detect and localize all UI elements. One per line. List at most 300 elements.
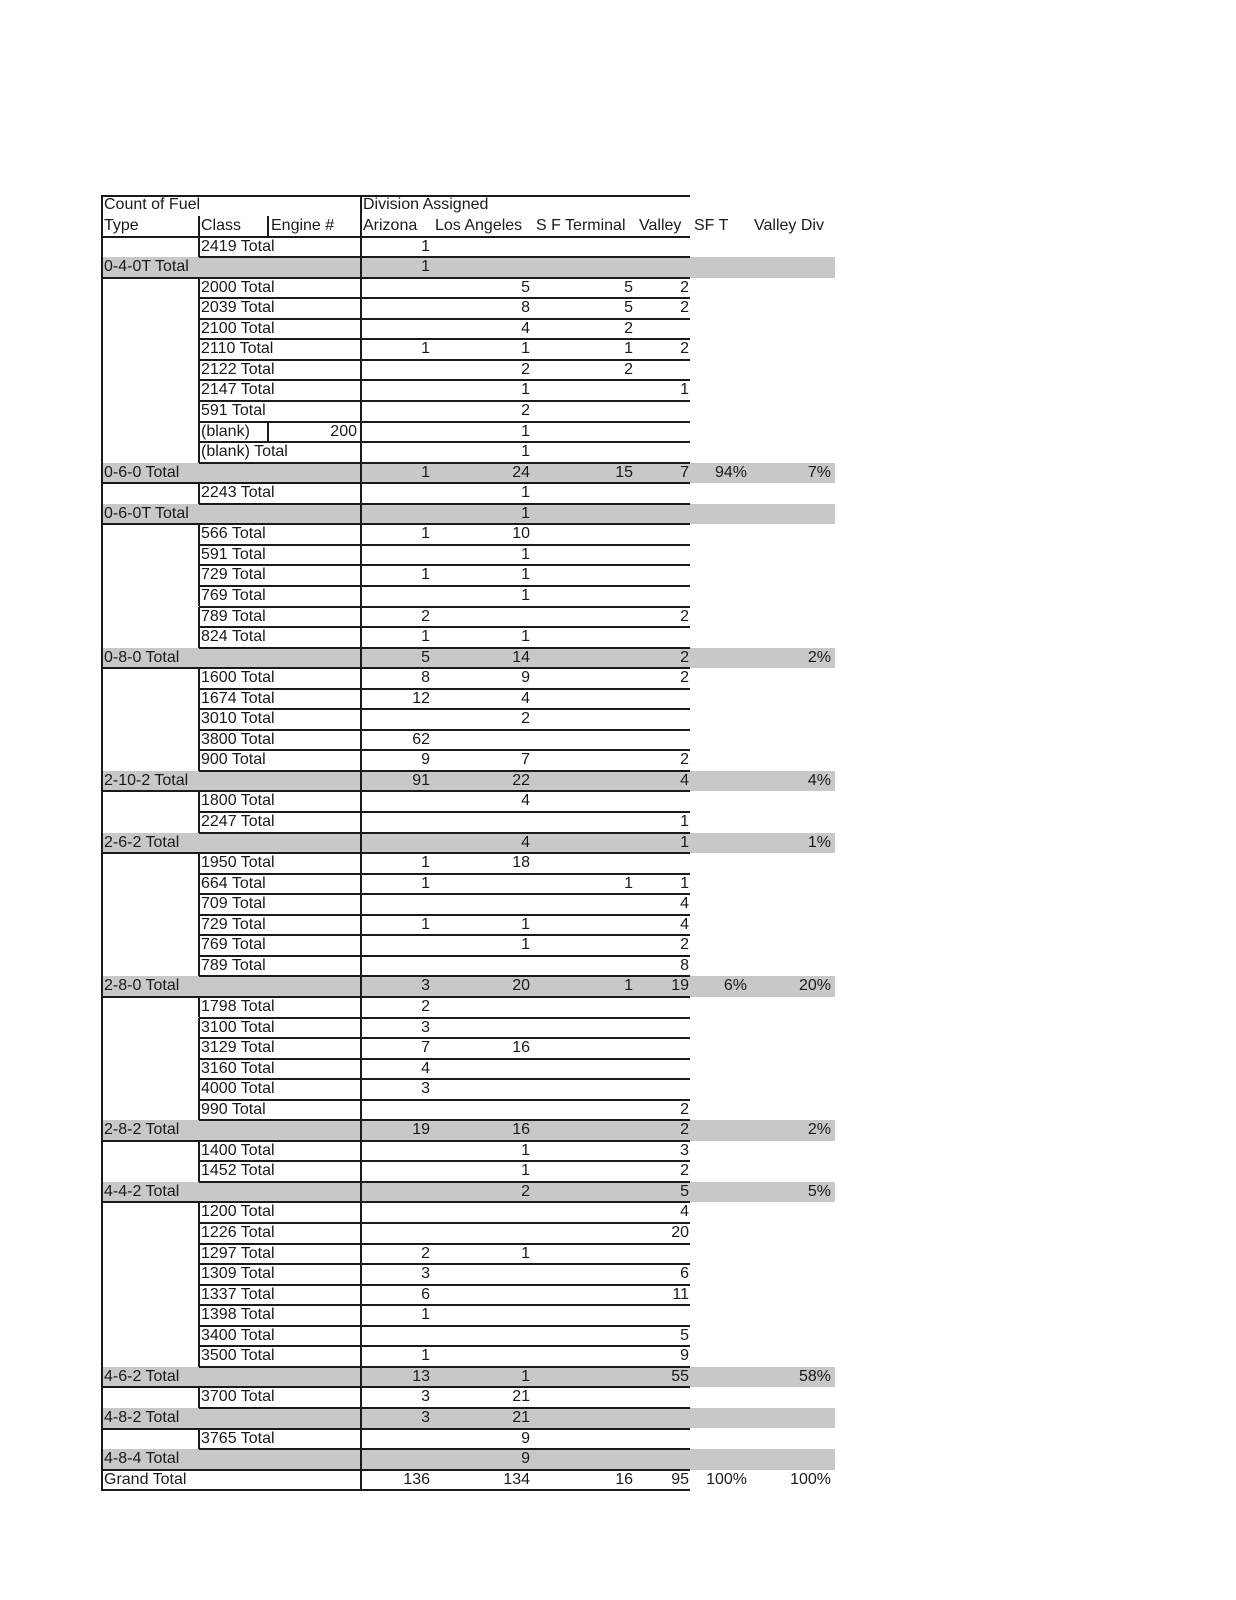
- value-valley: 5: [680, 1326, 689, 1344]
- type-total-row: [101, 833, 835, 854]
- table-row: [101, 709, 835, 730]
- class-label: 1600 Total: [201, 669, 275, 687]
- class-divider: [198, 607, 200, 628]
- value-valley: 4: [680, 771, 689, 789]
- value-la: 14: [512, 648, 530, 666]
- table-row: [101, 1141, 835, 1162]
- class-label: 709 Total: [201, 895, 266, 913]
- value-la: 1: [521, 936, 530, 954]
- class-label: 1400 Total: [201, 1141, 275, 1159]
- value-az: 1: [421, 340, 430, 358]
- type-label: 2-6-2 Total: [104, 833, 180, 851]
- count-label: Count of Fuel: [104, 196, 201, 213]
- row-rule: [101, 790, 690, 792]
- type-label: 2-8-2 Total: [104, 1121, 180, 1139]
- class-label: 1800 Total: [201, 792, 275, 810]
- type-total-row: [101, 1408, 835, 1429]
- table-row: [101, 874, 835, 895]
- value-sftpct: 100%: [706, 1470, 747, 1488]
- type-total-row: [101, 463, 835, 484]
- table-row: [101, 730, 835, 751]
- class-divider: [198, 1018, 200, 1039]
- row-rule: [199, 1181, 690, 1183]
- class-divider: [198, 894, 200, 915]
- type-label: Grand Total: [104, 1470, 187, 1488]
- row-rule: [199, 975, 690, 977]
- value-valley: 2: [680, 340, 689, 358]
- table-row: [101, 750, 835, 771]
- table-row: [101, 483, 835, 504]
- table-row: [101, 935, 835, 956]
- value-la: 134: [503, 1470, 530, 1488]
- type-total-row: [101, 648, 835, 669]
- type-total-row: [101, 1120, 835, 1141]
- value-la: 4: [521, 319, 530, 337]
- row-rule: [199, 256, 690, 258]
- row-rule: [199, 1325, 690, 1327]
- class-divider: [198, 791, 200, 812]
- value-az: 91: [412, 771, 430, 789]
- type-label: 4-8-4 Total: [104, 1450, 180, 1468]
- class-label: 2147 Total: [201, 381, 275, 399]
- value-valley: 2: [680, 669, 689, 687]
- table-row: [101, 1285, 835, 1306]
- value-la: 1: [521, 504, 530, 522]
- row-rule: [101, 996, 690, 998]
- value-az: 3: [421, 1408, 430, 1426]
- value-la: 21: [512, 1408, 530, 1426]
- class-label: 1398 Total: [201, 1306, 275, 1324]
- row-rule: [199, 503, 690, 505]
- class-label: 3500 Total: [201, 1347, 275, 1365]
- class-divider: [198, 997, 200, 1018]
- type-total-row: [101, 1367, 835, 1388]
- value-az: 1: [421, 258, 430, 276]
- row-rule: [199, 379, 690, 381]
- type-label: 0-6-0T Total: [104, 504, 189, 522]
- value-la: 22: [512, 771, 530, 789]
- class-divider: [198, 956, 200, 977]
- table-row: [101, 689, 835, 710]
- row-rule: [199, 1160, 690, 1162]
- class-divider: [198, 278, 200, 299]
- class-label: 729 Total: [201, 915, 266, 933]
- class-label: 729 Total: [201, 566, 266, 584]
- table-row: [101, 524, 835, 545]
- table-row: [101, 339, 835, 360]
- value-az: 6: [421, 1285, 430, 1303]
- value-sft: 5: [624, 299, 633, 317]
- value-valpct: 2%: [807, 648, 831, 666]
- value-az: 1: [421, 915, 430, 933]
- value-az: 13: [412, 1367, 430, 1385]
- value-sftpct: 94%: [714, 463, 747, 481]
- value-la: 18: [512, 854, 530, 872]
- row-rule: [101, 852, 690, 854]
- class-label: (blank): [201, 422, 250, 440]
- value-az: 1: [421, 566, 430, 584]
- table-row: [101, 1264, 835, 1285]
- value-az: 1: [421, 237, 430, 255]
- col-type: Type: [104, 216, 139, 234]
- col-sft-pct: SF T: [694, 216, 729, 234]
- row-rule: [199, 729, 690, 731]
- class-divider: [198, 1223, 200, 1244]
- value-la: 1: [521, 443, 530, 461]
- value-valpct: 7%: [807, 463, 831, 481]
- row-rule: [199, 934, 690, 936]
- value-la: 4: [521, 792, 530, 810]
- class-label: 1950 Total: [201, 854, 275, 872]
- class-label: 1297 Total: [201, 1244, 275, 1262]
- pivot-table: [101, 195, 835, 1492]
- class-label: 3129 Total: [201, 1039, 275, 1057]
- class-label: 664 Total: [201, 874, 266, 892]
- value-az: 2: [421, 1244, 430, 1262]
- col-valley: Valley: [639, 216, 682, 234]
- value-valley: 1: [680, 381, 689, 399]
- value-valley: 20: [671, 1224, 689, 1241]
- class-divider: [198, 1429, 200, 1450]
- table-row: [101, 997, 835, 1018]
- value-az: 1: [421, 854, 430, 872]
- class-divider: [198, 1100, 200, 1121]
- row-rule: [199, 338, 690, 340]
- table-row: [101, 1326, 835, 1347]
- value-valpct: 4%: [807, 771, 831, 789]
- col-class: Class: [201, 216, 242, 234]
- value-la: 1: [521, 1367, 530, 1385]
- table-row: [101, 565, 835, 586]
- value-az: 3: [421, 1018, 430, 1036]
- class-label: 1452 Total: [201, 1162, 275, 1180]
- class-divider: [198, 586, 200, 607]
- class-label: 789 Total: [201, 607, 266, 625]
- table-row: [101, 668, 835, 689]
- value-valley: 2: [680, 1121, 689, 1139]
- value-valley: 2: [680, 936, 689, 954]
- value-valley: 6: [680, 1265, 689, 1283]
- table-row: [101, 1018, 835, 1039]
- class-label: 1337 Total: [201, 1285, 275, 1303]
- value-valpct: 2%: [807, 1121, 831, 1139]
- class-divider: [198, 401, 200, 422]
- table-row: [101, 545, 835, 566]
- value-la: 16: [512, 1121, 530, 1139]
- value-la: 1: [521, 628, 530, 646]
- value-la: 5: [521, 278, 530, 296]
- value-az: 2: [421, 997, 430, 1015]
- value-sft: 1: [624, 874, 633, 892]
- row-rule: [199, 1448, 690, 1450]
- table-row: [101, 1100, 835, 1121]
- row-rule: [199, 1119, 690, 1121]
- table-row: [101, 360, 835, 381]
- table-row: [101, 442, 835, 463]
- value-valpct: 20%: [798, 977, 831, 995]
- table-row: [101, 380, 835, 401]
- table-row: [101, 1305, 835, 1326]
- value-la: 1: [521, 340, 530, 358]
- class-divider: [198, 298, 200, 319]
- col-engine: Engine #: [271, 216, 335, 234]
- class-divider: [198, 812, 200, 833]
- value-az: 12: [412, 689, 430, 707]
- value-valley: 8: [680, 956, 689, 974]
- value-valley: 4: [680, 895, 689, 913]
- class-label: 4000 Total: [201, 1080, 275, 1098]
- value-az: 1: [421, 1347, 430, 1365]
- class-divider: [198, 360, 200, 381]
- row-rule: [199, 1078, 690, 1080]
- value-valley: 19: [671, 977, 689, 995]
- table-row: [101, 1346, 835, 1367]
- value-az: 136: [403, 1470, 430, 1488]
- class-divider: [198, 237, 200, 258]
- row-rule: [101, 523, 690, 525]
- row-rule: [199, 1222, 690, 1224]
- class-divider: [198, 709, 200, 730]
- class-divider: [198, 668, 200, 689]
- row-rule: [199, 544, 690, 546]
- type-label: 2-10-2 Total: [104, 771, 189, 789]
- value-az: 5: [421, 648, 430, 666]
- class-label: 2122 Total: [201, 360, 275, 378]
- table-row: [101, 1038, 835, 1059]
- class-divider: [198, 216, 200, 237]
- class-label: 3160 Total: [201, 1059, 275, 1077]
- class-label: 824 Total: [201, 628, 266, 646]
- row-rule: [101, 277, 690, 279]
- value-valley: 2: [680, 751, 689, 769]
- row-rule: [199, 832, 690, 834]
- table-row: [101, 319, 835, 340]
- row-rule: [199, 955, 690, 957]
- class-divider: [198, 1038, 200, 1059]
- class-divider: [198, 730, 200, 751]
- row-rule: [199, 770, 690, 772]
- value-la: 21: [512, 1388, 530, 1406]
- class-label: 990 Total: [201, 1100, 266, 1118]
- class-divider: [198, 319, 200, 340]
- value-az: 4: [421, 1059, 430, 1077]
- row-rule: [199, 749, 690, 751]
- value-sft: 1: [624, 977, 633, 995]
- value-la: 1: [521, 484, 530, 502]
- class-divider: [198, 627, 200, 648]
- type-label: 4-8-2 Total: [104, 1408, 180, 1426]
- class-divider: [198, 1305, 200, 1326]
- class-label: 2110 Total: [201, 340, 274, 358]
- value-sft: 2: [624, 319, 633, 337]
- class-divider: [198, 524, 200, 545]
- row-rule: [199, 421, 690, 423]
- class-divider: [198, 1079, 200, 1100]
- grand-total-row: [101, 1470, 835, 1491]
- row-rule: [101, 1428, 690, 1430]
- value-la: 2: [521, 1182, 530, 1200]
- value-la: 9: [521, 1429, 530, 1447]
- value-la: 20: [512, 977, 530, 995]
- class-divider: [198, 1244, 200, 1265]
- value-la: 1: [521, 915, 530, 933]
- col-sf-terminal: S F Terminal: [536, 216, 626, 234]
- left-border: [101, 195, 103, 1490]
- class-label: 3010 Total: [201, 710, 275, 728]
- class-label: 566 Total: [201, 525, 266, 543]
- row-rule: [101, 1140, 690, 1142]
- header-rule: [101, 236, 690, 238]
- row-rule: [199, 811, 690, 813]
- row-rule: [199, 1017, 690, 1019]
- col-los-angeles: Los Angeles: [435, 216, 523, 234]
- value-az: 62: [412, 730, 430, 748]
- value-la: 8: [521, 299, 530, 317]
- table-row: [101, 1244, 835, 1265]
- row-rule: [199, 585, 690, 587]
- value-az: 3: [421, 1388, 430, 1406]
- row-rule: [199, 1243, 690, 1245]
- type-total-row: [101, 257, 835, 278]
- class-label: 3700 Total: [201, 1388, 275, 1406]
- value-valley: 2: [680, 607, 689, 625]
- table-row: [101, 915, 835, 936]
- table-row: [101, 1079, 835, 1100]
- class-label: 2100 Total: [201, 319, 275, 337]
- row-rule: [199, 1345, 690, 1347]
- values-divider: [360, 195, 362, 1490]
- row-rule: [199, 318, 690, 320]
- type-label: 4-4-2 Total: [104, 1182, 180, 1200]
- value-la: 2: [521, 360, 530, 378]
- value-az: 1: [421, 463, 430, 481]
- table-row: [101, 607, 835, 628]
- value-valley: 2: [680, 648, 689, 666]
- value-valley: 4: [680, 915, 689, 933]
- value-sft: 16: [615, 1470, 633, 1488]
- class-divider: [198, 750, 200, 771]
- row-rule: [199, 606, 690, 608]
- class-label: 2419 Total: [201, 237, 275, 255]
- engine-divider: [267, 216, 269, 237]
- type-label: 2-8-0 Total: [104, 977, 180, 995]
- col-arizona: Arizona: [363, 216, 418, 234]
- table-row: [101, 627, 835, 648]
- class-label: 1226 Total: [201, 1224, 275, 1241]
- value-valley: 95: [671, 1470, 689, 1488]
- type-label: 0-4-0T Total: [104, 258, 189, 276]
- value-az: 3: [421, 977, 430, 995]
- type-total-row: [101, 771, 835, 792]
- type-label: 4-6-2 Total: [104, 1367, 180, 1385]
- value-valley: 55: [671, 1367, 689, 1385]
- value-az: 3: [421, 1265, 430, 1283]
- value-la: 1: [521, 422, 530, 440]
- value-la: 1: [521, 566, 530, 584]
- class-divider: [198, 915, 200, 936]
- class-divider: [198, 1141, 200, 1162]
- type-label: 0-6-0 Total: [104, 463, 180, 481]
- class-divider: [198, 483, 200, 504]
- table-row: [101, 791, 835, 812]
- value-sft: 15: [615, 463, 633, 481]
- value-la: 16: [512, 1039, 530, 1057]
- value-valley: 4: [680, 1203, 689, 1221]
- class-label: 3100 Total: [201, 1018, 275, 1036]
- value-valpct: 58%: [798, 1367, 831, 1385]
- row-rule: [199, 1099, 690, 1101]
- value-la: 4: [521, 689, 530, 707]
- row-rule: [199, 1058, 690, 1060]
- value-la: 10: [512, 525, 530, 543]
- value-valley: 3: [680, 1141, 689, 1159]
- value-az: 3: [421, 1080, 430, 1098]
- table-row: [101, 1202, 835, 1223]
- table-row: [101, 1387, 835, 1408]
- table-row: [101, 422, 835, 443]
- value-valley: 9: [680, 1347, 689, 1365]
- value-sftpct: 6%: [723, 977, 747, 995]
- value-la: 2: [521, 402, 530, 419]
- value-la: 1: [521, 1244, 530, 1262]
- type-total-row: [101, 976, 835, 997]
- class-divider: [198, 1326, 200, 1347]
- division-label: Division Assigned: [363, 196, 489, 213]
- row-rule: [199, 873, 690, 875]
- row-rule: [199, 564, 690, 566]
- table-row: [101, 1429, 835, 1450]
- class-label: 900 Total: [201, 751, 266, 769]
- table-row: [101, 894, 835, 915]
- row-rule: [199, 400, 690, 402]
- row-rule: [199, 1037, 690, 1039]
- row-rule: [101, 1386, 690, 1388]
- value-valley: 1: [680, 833, 689, 851]
- value-la: 1: [521, 586, 530, 604]
- value-la: 1: [521, 1162, 530, 1180]
- type-total-row: [101, 1182, 835, 1203]
- class-label: (blank) Total: [201, 443, 288, 461]
- class-divider: [198, 1161, 200, 1182]
- table-row: [101, 1223, 835, 1244]
- value-sft: 5: [624, 278, 633, 296]
- value-valley: 11: [672, 1285, 689, 1303]
- col-valley-div: Valley Div: [754, 216, 824, 234]
- value-az: 19: [412, 1121, 430, 1139]
- row-rule: [101, 1489, 690, 1491]
- value-la: 1: [521, 381, 530, 399]
- value-la: 24: [512, 463, 530, 481]
- value-az: 8: [421, 669, 430, 687]
- row-rule: [199, 708, 690, 710]
- row-rule: [199, 441, 690, 443]
- table-row: [101, 853, 835, 874]
- class-label: 2039 Total: [201, 299, 275, 317]
- row-rule: [199, 688, 690, 690]
- row-rule: [199, 1263, 690, 1265]
- value-valley: 1: [680, 874, 689, 892]
- value-valley: 5: [680, 1182, 689, 1200]
- class-label: 2000 Total: [201, 278, 275, 296]
- class-divider: [198, 545, 200, 566]
- class-label: 1674 Total: [201, 689, 275, 707]
- table-row: [101, 298, 835, 319]
- table-row: [101, 586, 835, 607]
- class-label: 789 Total: [201, 956, 266, 974]
- type-label: 0-8-0 Total: [104, 648, 180, 666]
- class-label: 591 Total: [201, 402, 266, 419]
- value-valley: 7: [680, 463, 689, 481]
